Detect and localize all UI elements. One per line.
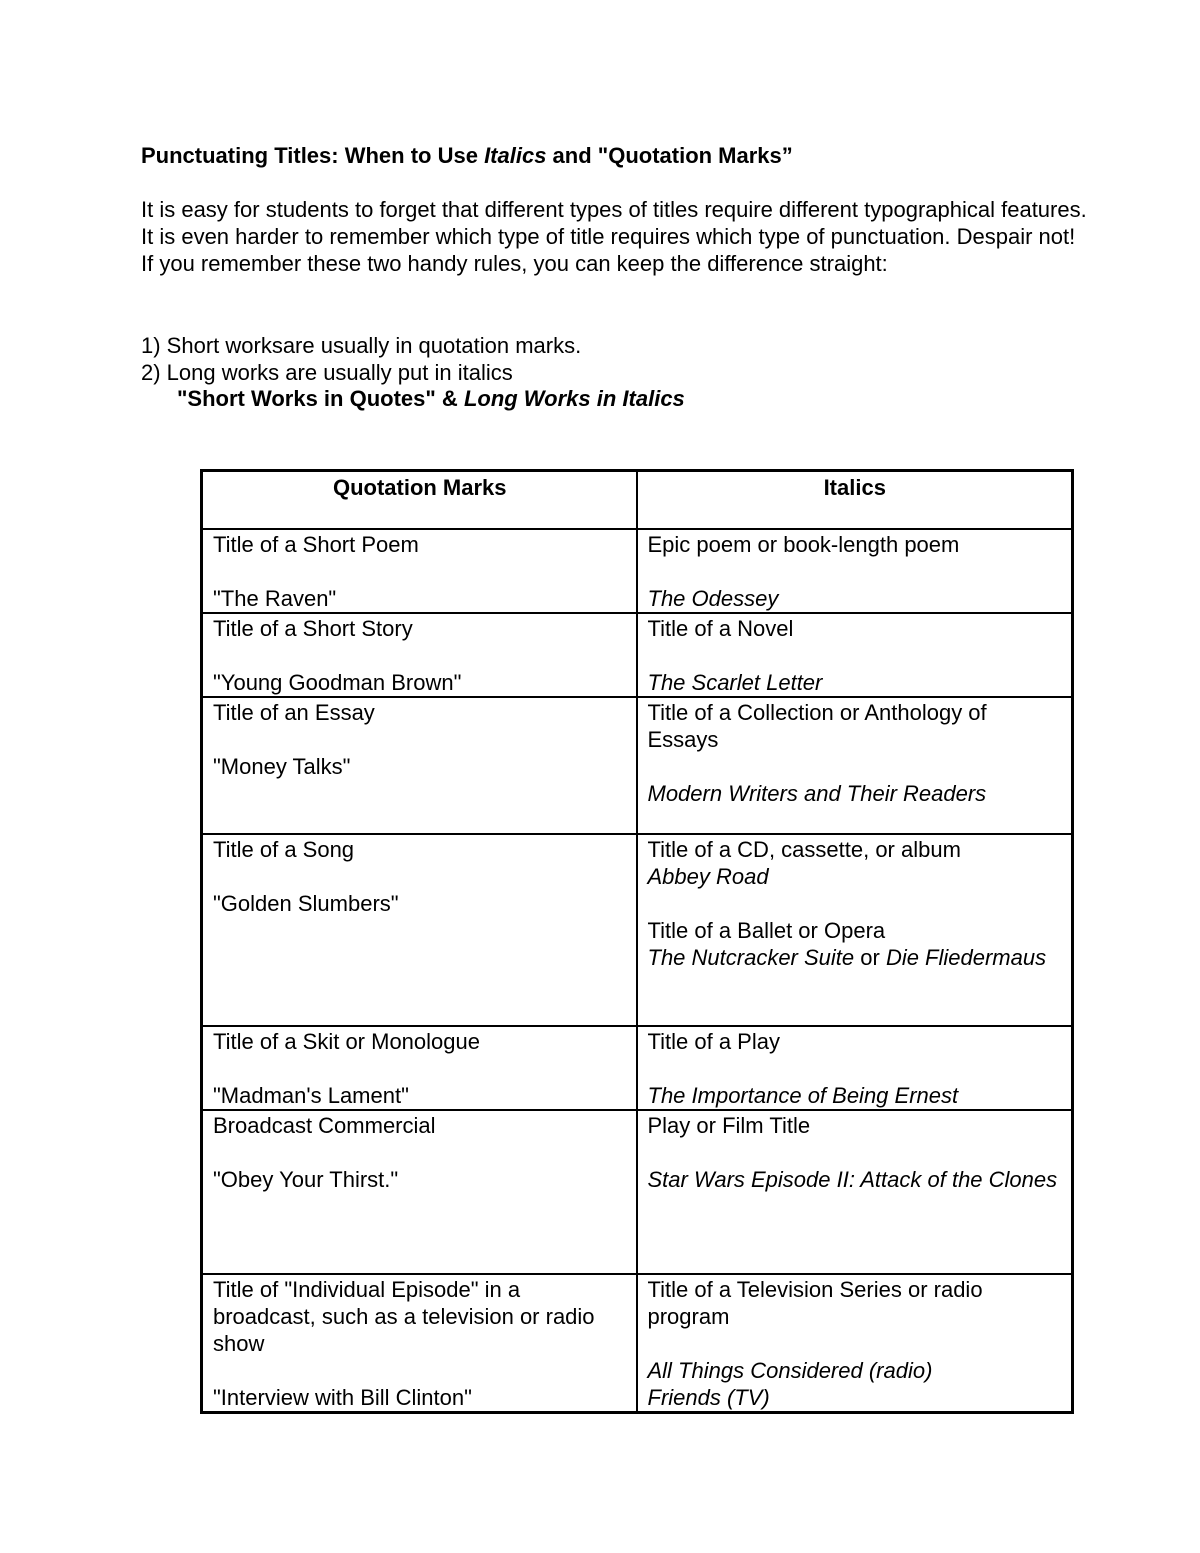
cell-example: "Young Goodman Brown" <box>213 670 462 695</box>
cell-example: The Importance of Being Ernest <box>647 1083 959 1108</box>
cell-label: Epic poem or book-length poem <box>647 532 960 557</box>
table-header-row <box>202 471 1073 530</box>
cell-label: Play or Film Title <box>647 1113 811 1138</box>
example-nutcracker: The Nutcracker Suite <box>647 945 855 970</box>
title-italic-word: Italics <box>484 143 547 168</box>
cell-example: All Things Considered (radio) <box>647 1358 933 1383</box>
table-row <box>202 1274 1073 1413</box>
cell-label: Title of "Individual Episode" in a broadcast, such as a television or radio show <box>213 1277 595 1356</box>
table-cell-italics <box>637 613 1073 697</box>
table-cell-quotation <box>202 1274 637 1413</box>
cell-example: "Madman's Lament" <box>213 1083 409 1108</box>
table-row <box>202 1110 1073 1274</box>
cell-label: Title of a Short Poem <box>213 532 419 557</box>
table-cell-italics <box>637 1026 1073 1110</box>
cell-label: Title of a Skit or Monologue <box>213 1029 480 1054</box>
table-cell-italics <box>637 697 1073 834</box>
intro-paragraph: It is easy for students to forget that different types of titles require different typographical features. It is even harder to remember which type of title requires which type of punctuation. Despair not! If you remember these two handy rules, you can keep the difference straight: <box>141 197 1087 276</box>
table-cell-italics <box>637 1110 1073 1274</box>
table-row <box>202 834 1073 1026</box>
cell-example-2: Friends (TV) <box>647 1385 770 1410</box>
example-fliedermaus: Die Fliedermaus <box>885 945 1047 970</box>
cell-label-2: Title of a Ballet or Opera <box>647 918 886 943</box>
cell-example: "The Raven" <box>213 586 337 611</box>
cell-example: "Golden Slumbers" <box>213 891 399 916</box>
table-row <box>202 613 1073 697</box>
cell-example: "Obey Your Thirst." <box>213 1167 399 1192</box>
page-title <box>141 142 1101 170</box>
cell-example: Modern Writers and Their Readers <box>647 781 987 806</box>
cell-label: Broadcast Commercial <box>213 1113 436 1138</box>
cell-example: "Money Talks" <box>213 754 351 779</box>
table-row <box>202 697 1073 834</box>
table-cell-italics <box>637 1274 1073 1413</box>
title-part-1: Punctuating Titles: When to Use <box>141 143 485 168</box>
titles-table <box>200 469 1074 1414</box>
table-cell-quotation <box>202 1110 637 1274</box>
rule-short-works: 1) Short worksare usually in quotation marks. <box>141 333 582 358</box>
cell-label: Title of a Collection or Anthology of Essays <box>647 700 987 752</box>
cell-example: The Scarlet Letter <box>647 670 823 695</box>
cell-label: Title of a Play <box>647 1029 780 1054</box>
cell-label: Title of an Essay <box>213 700 375 725</box>
header-italics: Italics <box>637 471 1073 530</box>
mnemonic-italic: Long Works in Italics <box>463 386 685 411</box>
cell-example: "Interview with Bill Clinton" <box>213 1385 472 1410</box>
cell-example: The Odessey <box>647 586 779 611</box>
title-part-2: and "Quotation Marks” <box>546 143 793 168</box>
table-cell-quotation <box>202 613 637 697</box>
rules-list <box>141 332 1041 386</box>
header-quotation-marks: Quotation Marks <box>202 471 637 530</box>
table-row <box>202 1026 1073 1110</box>
cell-label: Title of a CD, cassette, or album <box>647 837 961 862</box>
rule-long-works: 2) Long works are usually put in italics <box>141 360 513 385</box>
table-cell-quotation <box>202 529 637 613</box>
cell-label: Title of a Short Story <box>213 616 413 641</box>
mnemonic-line <box>177 385 685 412</box>
table-cell-italics <box>637 834 1073 1026</box>
cell-label: Title of a Song <box>213 837 355 862</box>
cell-example: Star Wars Episode II: Attack of the Clones <box>647 1167 1058 1192</box>
table-row <box>202 529 1073 613</box>
mnemonic-quoted: "Short Works in Quotes" & <box>177 386 464 411</box>
example-connector: or <box>854 945 886 970</box>
table-cell-italics <box>637 529 1073 613</box>
cell-label: Title of a Television Series or radio program <box>647 1277 983 1329</box>
table-cell-quotation <box>202 697 637 834</box>
table-cell-quotation <box>202 834 637 1026</box>
cell-example-2 <box>648 944 1063 971</box>
cell-example: Abbey Road <box>647 864 769 889</box>
cell-label: Title of a Novel <box>647 616 794 641</box>
table-cell-quotation <box>202 1026 637 1110</box>
